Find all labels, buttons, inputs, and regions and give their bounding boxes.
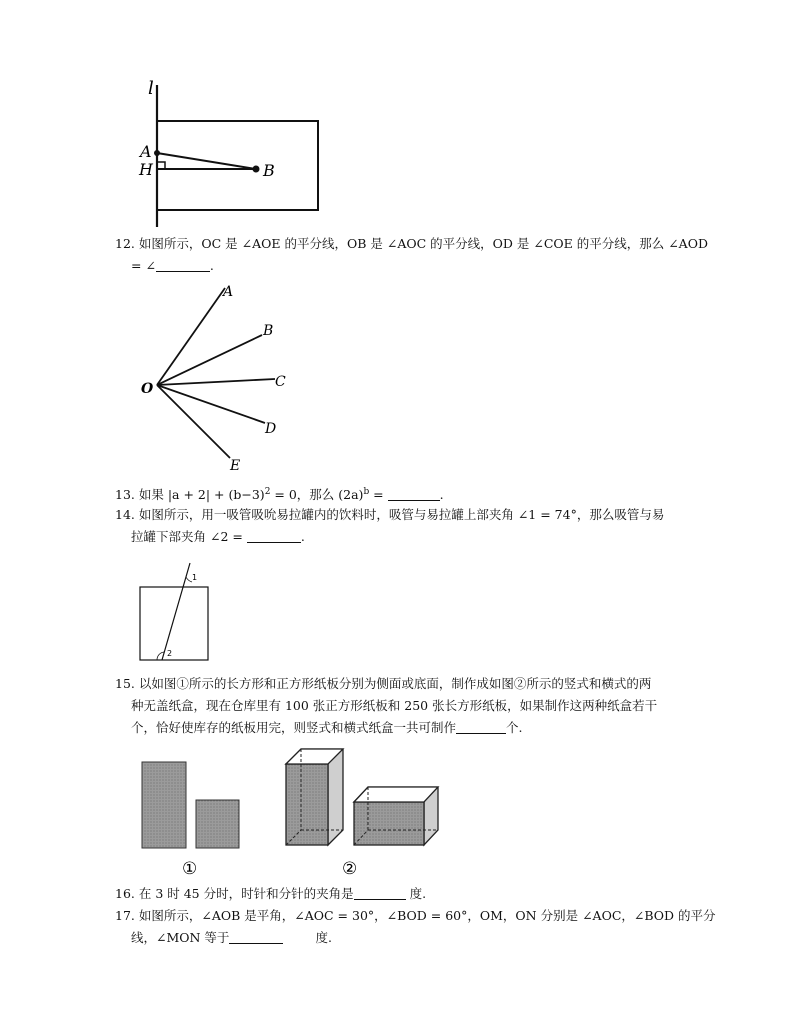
square-board	[196, 800, 239, 848]
ray-ob	[157, 335, 262, 385]
label-o: O	[141, 381, 154, 397]
right-angle-mark	[157, 162, 165, 169]
point-b	[253, 166, 260, 173]
caption-figure-2: ②	[342, 859, 358, 878]
question-12	[115, 233, 708, 277]
question-14-line2: 拉罐下部夹角 ∠2 = .	[131, 529, 305, 544]
caption-figure-1: ①	[182, 859, 198, 878]
question-15-line2: 种无盖纸盒，现在仓库里有 100 张正方形纸板和 250 张长方形纸板，如果制作这两种纸盒若干	[131, 698, 658, 713]
label-b: B	[263, 161, 275, 180]
label-c: C	[275, 374, 286, 390]
point-a	[154, 150, 160, 156]
rectangle-board	[142, 762, 186, 848]
answer-blank[interactable]	[388, 486, 440, 501]
label-d: D	[265, 421, 277, 437]
question-12-line2: = ∠ .	[131, 258, 214, 273]
figure-can-and-straw	[130, 560, 220, 665]
label-e: E	[230, 458, 241, 474]
vertical-box	[286, 749, 343, 845]
answer-blank[interactable]	[354, 885, 406, 900]
figure-rays-from-o	[135, 280, 305, 475]
question-14	[115, 504, 664, 548]
question-17-line1: 17. 如图所示，∠AOB 是平角，∠AOC = 30°，∠BOD = 60°，OM，ON 分别是 ∠AOC，∠BOD 的平分	[115, 908, 716, 923]
ray-oc	[157, 379, 275, 385]
figure-perpendicular-distance	[120, 75, 330, 235]
label-h: H	[139, 160, 153, 179]
figure-paper-boxes	[132, 743, 452, 878]
ray-oe	[157, 385, 230, 458]
question-17	[115, 905, 716, 949]
question-17-line2: 线，∠MON 等于 度.	[131, 930, 332, 945]
question-15-line3: 个，恰好使库存的纸板用完，则竖式和横式纸盒一共可制作 个.	[131, 720, 523, 735]
label-angle-2: 2	[167, 649, 173, 658]
question-13: 13. 如果 $|a + 2| + (b-3)^2 = 0$，那么 $(2a)^b$ = .	[115, 487, 444, 503]
label-a: A	[140, 142, 152, 161]
straw	[162, 563, 190, 660]
question-15	[115, 673, 657, 739]
question-12-line1: 12. 如图所示，OC 是 ∠AOE 的平分线，OB 是 ∠AOC 的平分线，OD 是 ∠COE 的平分线，那么 ∠AOD	[115, 236, 708, 251]
label-a: A	[223, 284, 234, 300]
label-b: B	[263, 323, 274, 339]
question-15-line1: 15. 以如图①所示的长方形和正方形纸板分别为侧面或底面，制作成如图②所示的竖式和横式的两	[115, 676, 652, 691]
label-l: l	[148, 78, 154, 99]
ray-od	[157, 385, 265, 423]
segment-ab	[157, 153, 256, 169]
answer-blank[interactable]	[456, 719, 506, 734]
answer-blank[interactable]	[247, 528, 301, 543]
answer-blank[interactable]	[229, 929, 283, 944]
label-angle-1: 1	[192, 573, 198, 582]
horizontal-box	[354, 787, 438, 845]
ray-oa	[157, 288, 225, 385]
question-16: 16. 在 3 时 45 分时，时针和分针的夹角是 度.	[115, 886, 427, 901]
question-14-line1: 14. 如图所示，用一吸管吸吮易拉罐内的饮料时，吸管与易拉罐上部夹角 ∠1 = 74°，那么吸管与易	[115, 507, 665, 522]
answer-blank[interactable]	[156, 257, 210, 272]
can	[140, 587, 208, 660]
